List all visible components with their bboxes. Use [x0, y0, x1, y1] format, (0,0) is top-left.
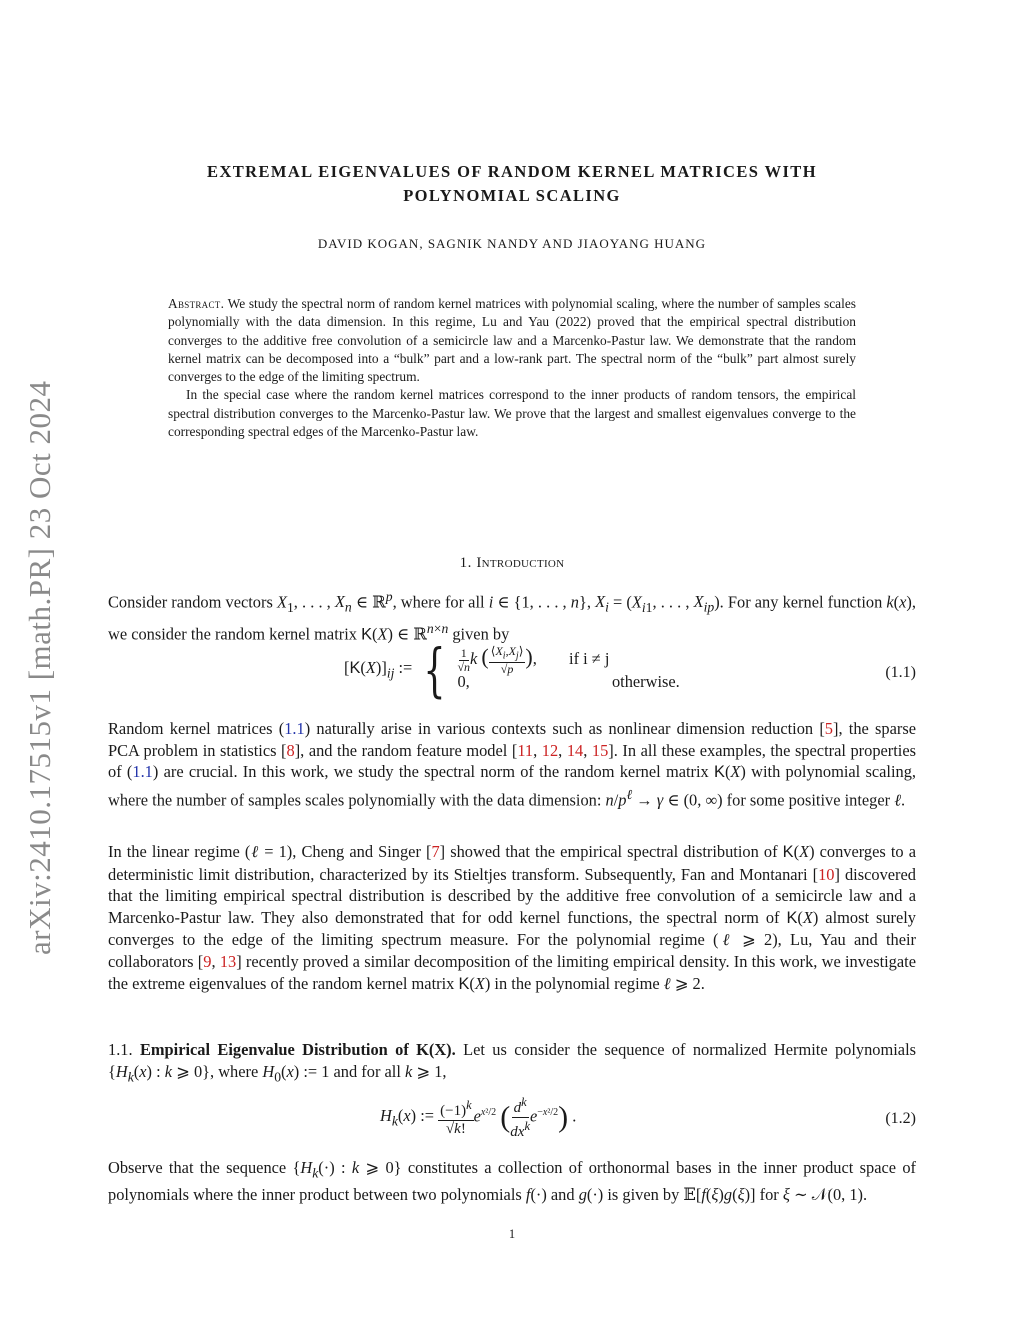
intro-paragraph-4: Observe that the sequence {$H_k(\cdot)$ : k ⩾ 0} constitutes a collection of orthonormal bases in the inner product space of polynomials where the inner product between two polynomials f(·) and g(·) is given by 𝔼[f(ξ)g(ξ)] for ξ ∼ 𝒩(0, 1).: [108, 1158, 916, 1204]
subsection-number: 1.1.: [108, 1040, 133, 1059]
case-2-condition: otherwise.: [611, 672, 680, 691]
abstract: [168, 295, 856, 441]
arxiv-identifier-stamp: arXiv:2410.17515v1 [math.PR] 23 Oct 2024: [22, 380, 57, 955]
case-1-condition: if i ≠ j: [569, 649, 610, 668]
equation-1-2: $H_k(x)$ := $\frac{(-1)^k}{√k!}$ $e^{x^2/2}$ ( $\frac{d^k}{dx^k}$ $e^{-x^2/2}$) . (1.2): [380, 1095, 916, 1140]
paper-title: EXTREMAL EIGENVALUES OF RANDOM KERNEL MATRICES WITH POLYNOMIAL SCALING: [207, 162, 817, 205]
page-number: 1: [508, 1227, 516, 1241]
equation-number: (1.2): [885, 1110, 916, 1127]
abstract-label: Abstract.: [168, 296, 225, 311]
abstract-paragraph-2: In the special case where the random kernel matrices correspond to the inner products of random tensors, the empirical spectral distribution converges to the Marcenko-Pastur law. We prove that the largest and smallest eigenvalues converge to the corresponding spectral edges of the Marcenko-Pastur law.: [168, 387, 856, 440]
author-list: DAVID KOGAN, SAGNIK NANDY AND JIAOYANG HUANG: [317, 236, 707, 251]
intro-paragraph-2: Random kernel matrices (1.1) naturally arise in various contexts such as nonlinear dimension reduction [5], the sparse PCA problem in statistics [8], and the random feature model [11, 12, 14, 15]. In all these examples, the spectral properties of (1.1) are crucial. In this work, we study the spectral norm of the random kernel matrix K(X) with polynomial scaling, where the number of samples scales polynomially with the data dimension: $n/p^\ell \to \gamma$ ∈ (0, ∞) for some positive integer ℓ.: [108, 719, 917, 810]
equation-1-1: $[K(X)]_{ij}$ := { $\frac{1}{√n}$ k ( $\frac{⟨X_i,X_j⟩}{√p}$ ), if i ≠ j 0, otherwise. (1.1): [344, 636, 916, 704]
abstract-paragraph-1: We study the spectral norm of random kernel matrices with polynomial scaling, where the number of samples scales polynomially with the data dimension. In this regime, Lu and Yau (2022) proved that the empirical spectral distribution converges to the additive free convolution of a semicircle law and a Marcenko-Pastur law. We demonstrate that the random kernel matrix can be decomposed into a “bulk” part and a low-rank part. The spectral norm of the “bulk” part almost surely converges to the edge of the limiting spectrum.: [168, 296, 856, 385]
case-2-value: 0,: [457, 672, 470, 691]
equation-number: (1.1): [885, 664, 916, 681]
subsection-1-1-paragraph: 1.1. Empirical Eigenvalue Distribution of K(X). Let us consider the sequence of normalized Hermite polynomials {$H_k(x)$ : k ⩾ 0}, where $H_0(x)$ := 1 and for all k ⩾ 1,: [108, 1040, 917, 1084]
subsection-title: Empirical Eigenvalue Distribution of K(X).: [139, 1040, 456, 1059]
section-heading-introduction: 1. Introduction: [459, 555, 565, 571]
intro-paragraph-3: In the linear regime (ℓ = 1), Cheng and Singer [7] showed that the empirical spectral distribution of K(X) converges to a deterministic limit distribution, characterized by its Stieltjes transform. Subsequently, Fan and Montanari [10] discovered that the limiting empirical spectral distribution is described by the additive free convolution of a semicircle law and a Marcenko-Pastur law. They also demonstrated that for odd kernel functions, the spectral norm of K(X) almost surely converges to the edge of the limiting spectrum measure. For the polynomial regime (ℓ ⩾ 2), Lu, Yau and their collaborators [9, 13] recently proved a similar decomposition of the limiting empirical density. In this work, we investigate the extreme eigenvalues of the random kernel matrix K(X) in the polynomial regime ℓ ⩾ 2.: [108, 842, 917, 993]
intro-paragraph-1: Consider random vectors $X_1$, . . . , $X_n$ ∈ ℝ$^p$, where for all i ∈ {1, . . . , n}, $X_i = (X_{i1}$, . . . , $X_{ip}$). For any kernel function k(x), we consider the random kernel matrix K(X) ∈ ℝ$^{n\times n}$ given by: [108, 589, 916, 644]
